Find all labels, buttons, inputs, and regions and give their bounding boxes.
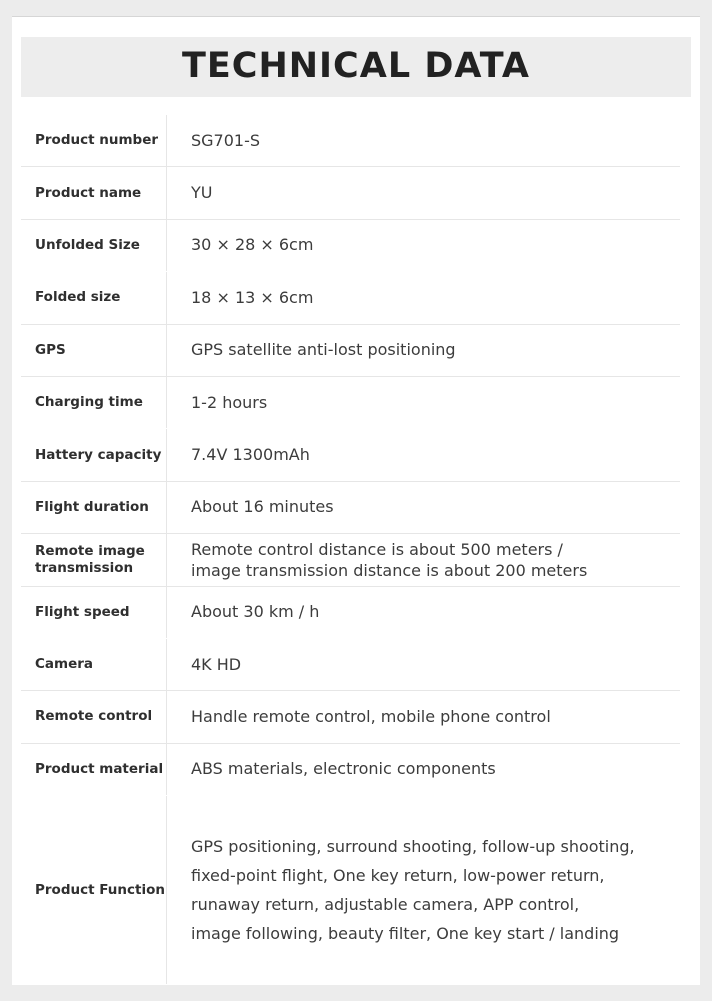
spec-row-remote-image-transmission [21, 534, 680, 586]
spec-label: Product Function [35, 881, 165, 898]
spec-row-flight-speed [21, 587, 680, 639]
spec-value: GPS satellite anti-lost positioning [191, 340, 456, 360]
spec-value: 1-2 hours [191, 392, 268, 412]
spec-row-product-function [21, 796, 680, 984]
spec-row-product-name [21, 167, 680, 219]
spec-value: About 30 km / h [191, 602, 320, 622]
spec-row-charging-time [21, 377, 680, 429]
spec-row-product-material [21, 744, 680, 796]
spec-label [21, 543, 166, 577]
spec-value: 18 × 13 × 6cm [191, 287, 314, 307]
spec-row-camera [21, 639, 680, 691]
spec-value-line: image transmission distance is about 200 meters [191, 560, 588, 580]
spec-row-product-number [21, 115, 680, 167]
spec-value [166, 539, 587, 581]
spec-value: 4K HD [191, 654, 242, 674]
spec-value-line: GPS positioning, surround shooting, follow-up shooting, [191, 837, 635, 857]
spec-label: Remote control [35, 708, 153, 725]
spec-label: Unfolded Size [35, 236, 140, 253]
spec-label: Product number [35, 132, 159, 149]
spec-value-line: fixed-point flight, One key return, low-power return, [191, 866, 605, 886]
spec-value: YU [191, 183, 213, 203]
spec-label: Product name [35, 184, 142, 201]
title-bar [21, 37, 691, 97]
spec-row-remote-control [21, 691, 680, 743]
spec-value: 30 × 28 × 6cm [191, 235, 314, 255]
spec-label: Product material [35, 760, 164, 777]
spec-row-battery-capacity [21, 429, 680, 481]
spec-label-line: transmission [35, 559, 134, 576]
spec-value: About 16 minutes [191, 497, 334, 517]
spec-row-gps [21, 325, 680, 377]
spec-label-line: Remote image [35, 542, 145, 559]
spec-label: Flight duration [35, 498, 149, 515]
spec-row-unfolded-size [21, 220, 680, 272]
spec-value: Handle remote control, mobile phone control [191, 706, 551, 726]
spec-value: SG701-S [191, 130, 261, 150]
spec-label: GPS [35, 341, 66, 358]
spec-row-flight-duration [21, 482, 680, 534]
spec-label: Hattery capacity [35, 446, 162, 463]
spec-value: ABS materials, electronic components [191, 759, 496, 779]
spec-value: 7.4V 1300mAh [191, 445, 310, 465]
spec-label: Charging time [35, 394, 143, 411]
spec-label: Folded size [35, 289, 121, 306]
spec-label: Camera [35, 656, 94, 673]
spec-row-folded-size [21, 272, 680, 324]
spec-table [21, 115, 680, 984]
spec-label: Flight speed [35, 603, 130, 620]
spec-value [166, 832, 635, 948]
technical-data-card [12, 16, 700, 985]
page-title: TECHNICAL DATA [181, 46, 530, 86]
spec-value-line: Remote control distance is about 500 meters / [191, 539, 563, 559]
spec-value-line: image following, beauty filter, One key start / landing [191, 924, 620, 944]
spec-value-line: runaway return, adjustable camera, APP control, [191, 895, 580, 915]
